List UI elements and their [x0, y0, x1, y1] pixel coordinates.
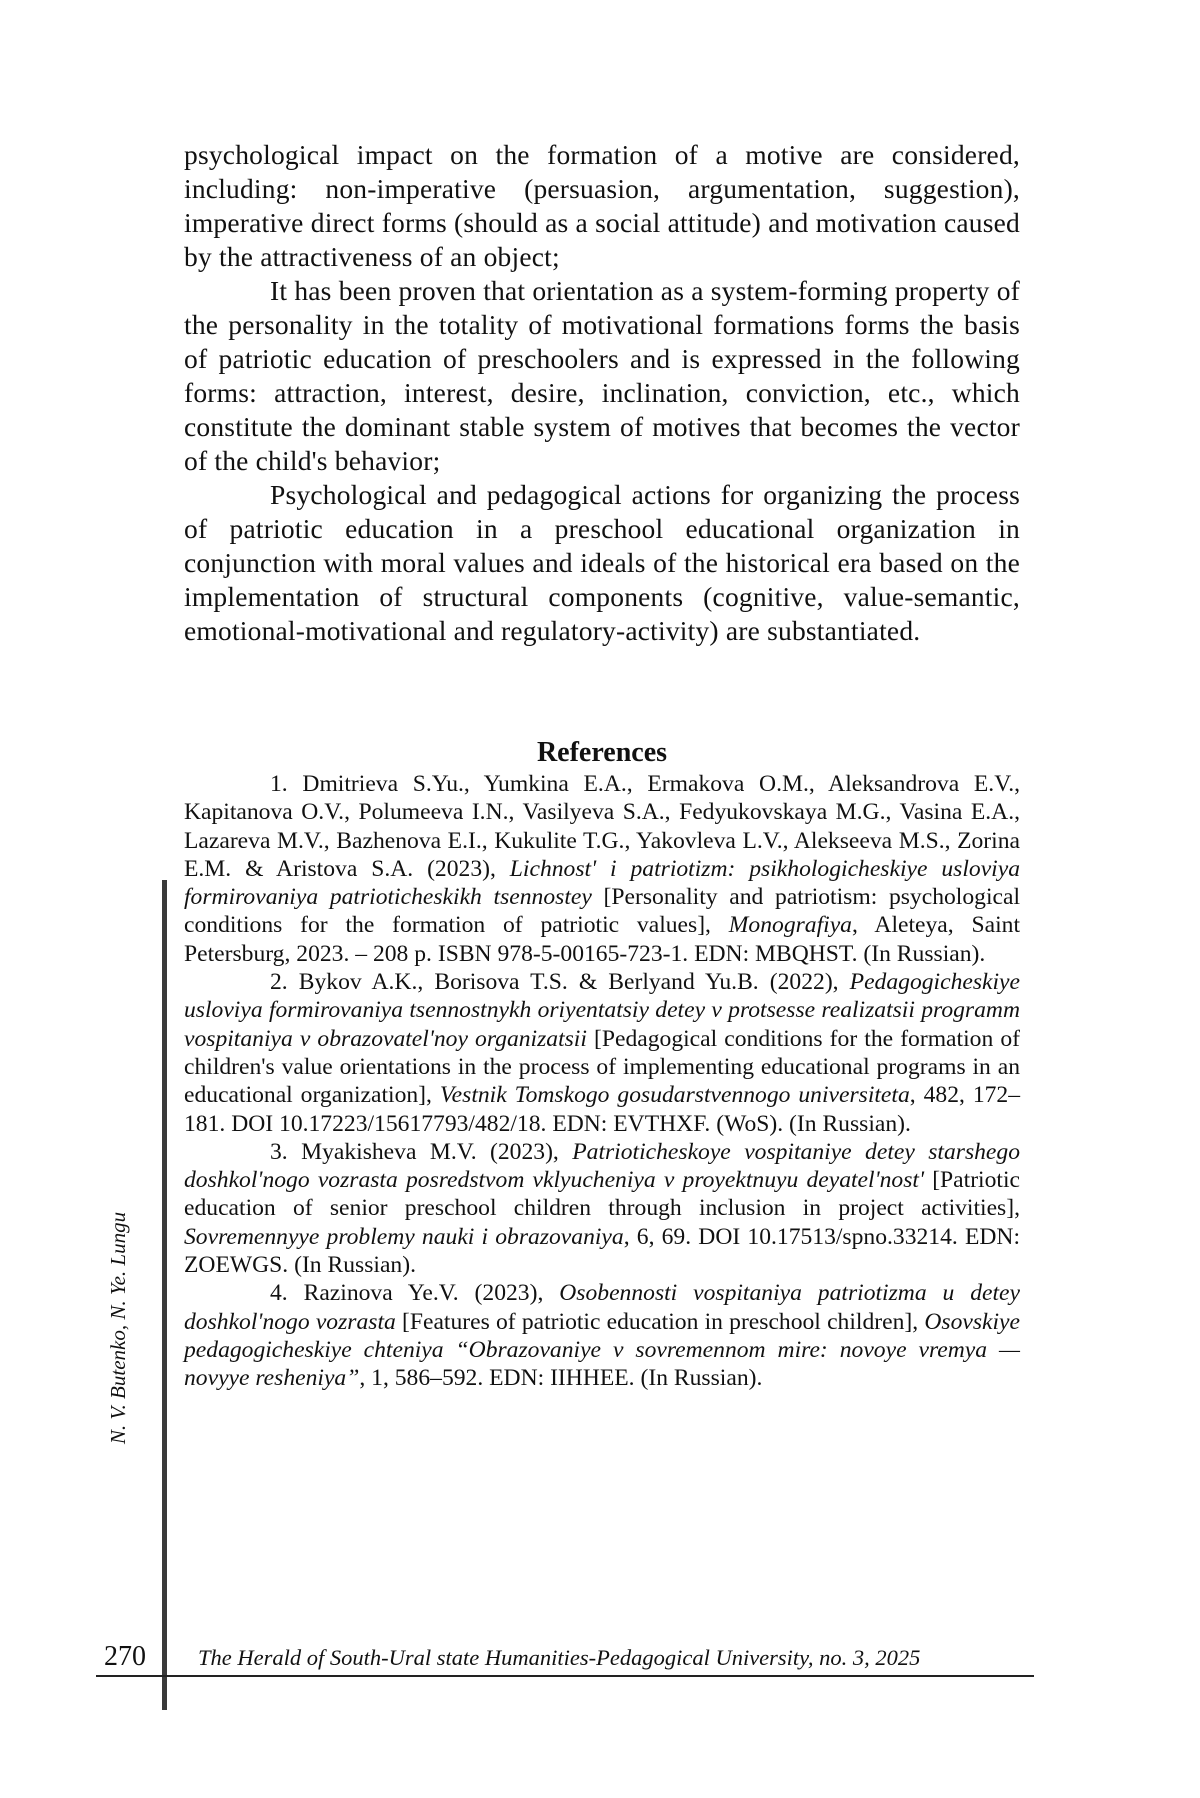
main-body-text [184, 138, 1020, 648]
body-paragraph-2: It has been proven that orientation as a system-forming property of the personality in the totality of motivational formations forms the basis of patriotic education of preschoolers and is expressed in the following forms: attraction, interest, desire, inclination, conviction, etc., which constitute the dominant stable system of motives that becomes the vector of the child's behavior; [184, 274, 1020, 478]
reference-item-3: 3. Myakisheva M.V. (2023), Patrioticheskoye vospitaniye detey starshego doshkol'nogo vozrasta posredstvom vklyucheniya v proyektnuyu deyatel'nost' [Patriotic education of senior preschool children through inclusion in project activities], Sovremennyye problemy nauki i obrazovaniya, 6, 69. DOI 10.17513/spno.33214. EDN: ZOEWGS. (In Russian). [184, 1138, 1020, 1279]
references-list [184, 770, 1020, 1393]
footer-rule [96, 1675, 1034, 1677]
reference-item-1: 1. Dmitrieva S.Yu., Yumkina E.A., Ermakova O.M., Aleksandrova E.V., Kapitanova O.V., Polumeeva I.N., Vasilyeva S.A., Fedyukovskaya M.G., Vasina E.A., Lazareva M.V., Bazhenova E.I., Kukulite T.G., Yakovleva L.V., Alekseeva M.S., Zorina E.M. & Aristova S.A. (2023), Lichnost' i patriotizm: psikhologicheskiye usloviya formirovaniya patrioticheskikh tsennostey [Personality and patriotism: psychological conditions for the formation of patriotic values], Monografiya, Aleteya, Saint Petersburg, 2023. – 208 p. ISBN 978-5-00165-723-1. EDN: MBQHST. (In Russian). [184, 770, 1020, 968]
side-authors-text: N. V. Butenko, N. Ye. Lungu [106, 1212, 130, 1444]
page-number: 270 [104, 1640, 146, 1674]
references-heading: References [184, 736, 1020, 770]
reference-item-2: 2. Bykov A.K., Borisova T.S. & Berlyand Yu.B. (2022), Pedagogicheskiye usloviya formirovaniya tsennostnykh oriyentatsiy detey v protsesse realizatsii programm vospitaniya v obrazovatel'noy organizatsii [Pedagogical conditions for the formation of children's value orientations in the process of implementing educational programs in an educational organization], Vestnik Tomskogo gosudarstvennogo universiteta, 482, 172–181. DOI 10.17223/15617793/482/18. EDN: EVTHXF. (WoS). (In Russian). [184, 968, 1020, 1138]
reference-item-4: 4. Razinova Ye.V. (2023), Osobennosti vospitaniya patriotizma u detey doshkol'nogo vozrasta [Features of patriotic education in preschool children], Osovskiye pedagogicheskiye chteniya “Obrazovaniye v sovremennom mire: novoye vremya — novyye resheniya”, 1, 586–592. EDN: IIHHEE. (In Russian). [184, 1279, 1020, 1392]
footer-journal-title: The Herald of South-Ural state Humanities-Pedagogical University, no. 3, 2025 [198, 1644, 920, 1672]
body-paragraph-3: Psychological and pedagogical actions for organizing the process of patriotic education in a preschool educational organization in conjunction with moral values and ideals of the historical era based on the implementation of structural components (cognitive, value-semantic, emotional-motivational and regulatory-activity) are substantiated. [184, 478, 1020, 648]
margin-vertical-rule [162, 880, 167, 1710]
body-paragraph-1: psychological impact on the formation of a motive are considered, including: non-imperative (persuasion, argumentation, suggestion), imperative direct forms (should as a social attitude) and motivation caused by the attractiveness of an object; [184, 138, 1020, 274]
